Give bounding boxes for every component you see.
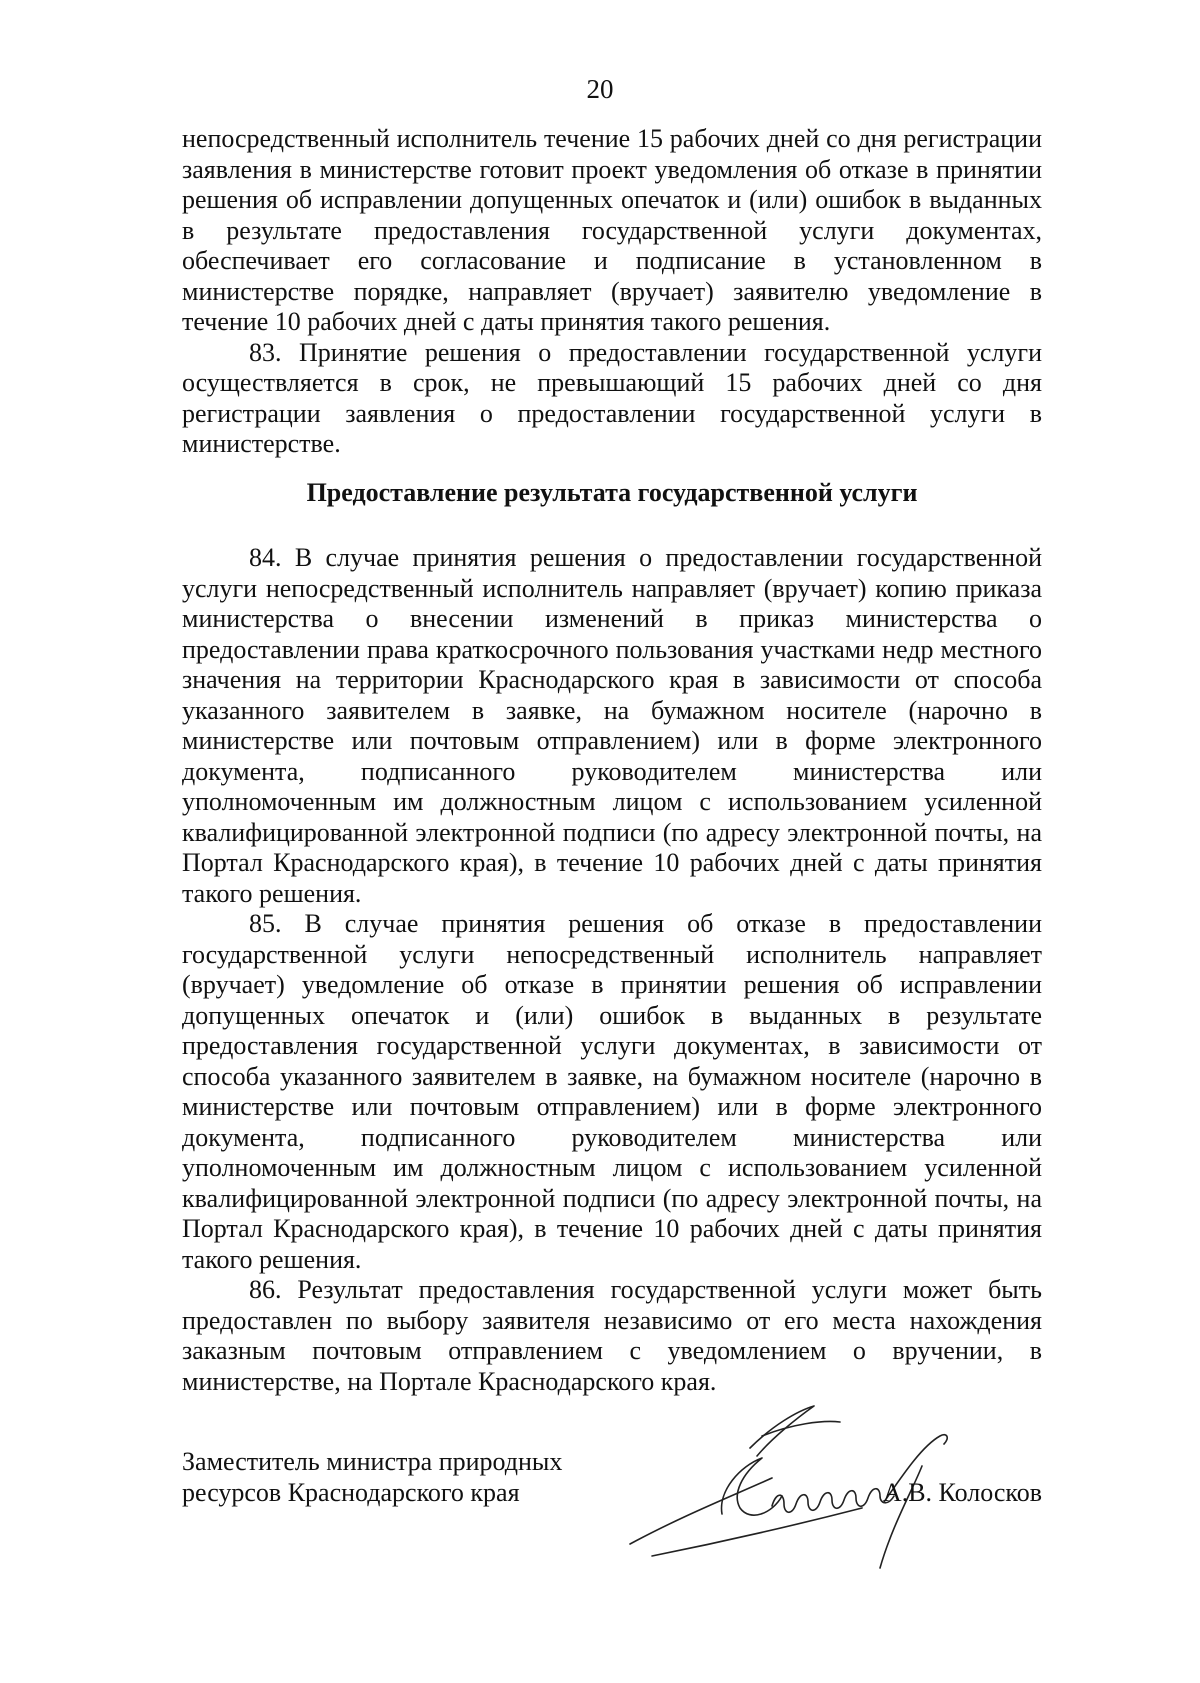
- signer-position: [182, 1446, 562, 1508]
- document-body-main: [182, 543, 1042, 1397]
- signature-block: [182, 1446, 1042, 1576]
- page-number: 20: [586, 74, 614, 104]
- signer-name: А.В. Колосков: [882, 1478, 1042, 1507]
- section-heading: Предоставление результата государственной услуги: [306, 478, 918, 507]
- paragraph-85: 85. В случае принятия решения об отказе в предоставлении государственной услуги непосредственный исполнитель направляет (вручает) уведомление об отказе в принятии решения об исправлении допущенных опечаток и (или) ошибок в выданных в результате предоставления государственной услуги документах, в зависимости от способа указанного заявителем в заявке, на бумажном носителе (нарочно в министерстве или почтовым отправлением) или в форме электронного документа, подписанного руководителем министерства или уполномоченным им должностным лицом с использованием усиленной квалифицированной электронной подписи (по адресу электронной почты, на Портал Краснодарского края), в течение 10 рабочих дней с даты принятия такого решения.: [182, 909, 1042, 1274]
- paragraph-84: 84. В случае принятия решения о предоставлении государственной услуги непосредственный исполнитель направляет (вручает) копию приказа министерства о внесении изменений в приказ министерства о предоставлении права краткосрочного пользования участками недр местного значения на территории Краснодарского края в зависимости от способа указанного заявителем в заявке, на бумажном носителе (нарочно в министерстве или почтовым отправлением) или в форме электронного документа, подписанного руководителем министерства или уполномоченным им должностным лицом с использованием усиленной квалифицированной электронной подписи (по адресу электронной почты, на Портал Краснодарского края), в течение 10 рабочих дней с даты принятия такого решения.: [182, 543, 1042, 908]
- document-body-top: [182, 124, 1042, 460]
- signer-position-line-2: ресурсов Краснодарского края: [182, 1478, 520, 1507]
- signer-position-line-1: Заместитель министра природных: [182, 1447, 563, 1476]
- paragraph-83: 83. Принятие решения о предоставлении государственной услуги осуществляется в срок, не превышающий 15 рабочих дней со дня регистрации заявления о предоставлении государственной услуги в министерстве.: [182, 337, 1042, 458]
- paragraph-86: 86. Результат предоставления государственной услуги может быть предоставлен по выбору заявителя независимо от его места нахождения заказным почтовым отправлением с уведомлением о вручении, в министерстве, на Портале Краснодарского края.: [182, 1275, 1042, 1396]
- continuation-paragraph: непосредственный исполнитель течение 15 рабочих дней со дня регистрации заявления в министерстве готовит проект уведомления об отказе в принятии решения об исправлении допущенных опечаток и (или) ошибок в выданных в результате предоставления государственной услуги документах, обеспечивает его согласование и подписание в установленном в министерстве порядке, направляет (вручает) заявителю уведомление в течение 10 рабочих дней с даты принятия такого решения.: [182, 124, 1042, 336]
